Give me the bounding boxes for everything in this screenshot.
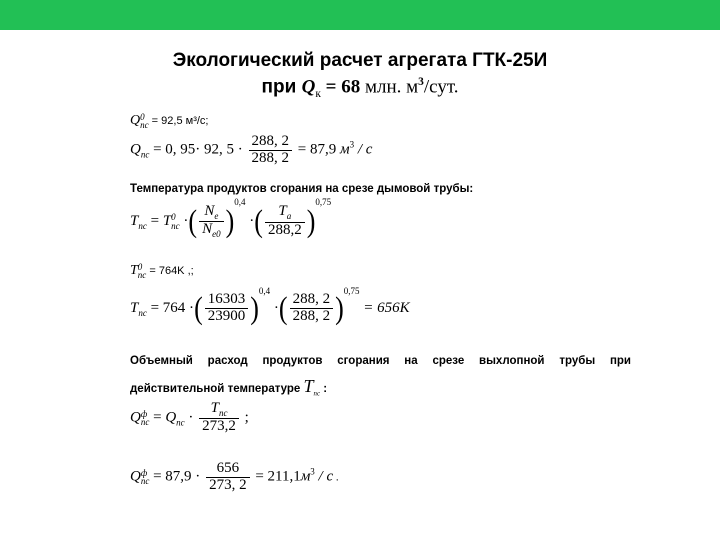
tpsn-power-1: 0,4 (258, 286, 271, 296)
qfn-mid: = 87,9 · (149, 468, 201, 485)
tps-lhs-sub: пс (138, 221, 147, 231)
qfn-lhs-sup: ф (140, 468, 148, 479)
qf-q-sub: пс (176, 417, 185, 428)
subtitle-unit-tail: /сут. (423, 76, 459, 98)
t0-sub: пс (137, 270, 147, 281)
qf-fraction (199, 401, 239, 435)
qf-num-sub: пс (218, 408, 228, 418)
slide-subtitle (0, 76, 720, 100)
qf-den: 273,2 (202, 418, 236, 435)
subtitle-value: = 68 (320, 76, 361, 98)
tpsn-f2-num: 288, 2 (290, 292, 334, 309)
qf-dot: · (184, 409, 194, 426)
qfn-num: 656 (206, 461, 250, 478)
qf-lhs-sup: ф (140, 409, 148, 419)
paren-open-2: ( (254, 203, 263, 239)
qps-lhs-var: Q (130, 141, 141, 158)
qf-tail: ; (240, 409, 249, 426)
tps-n-den (199, 222, 224, 239)
tps-fraction-n (199, 204, 224, 240)
qfn-den: 273, 2 (209, 476, 247, 493)
paren-open-1: ( (188, 203, 198, 239)
para-line2-text: действительной температуре (130, 383, 304, 395)
tps-t0-indices (171, 213, 180, 229)
tps-power-1: 0,4 (234, 197, 246, 207)
slide-title (0, 50, 720, 72)
tpsn-fraction-1 (205, 292, 249, 325)
tps-fraction-t (265, 204, 305, 238)
qf-lhs-sub: пс (140, 417, 150, 428)
tps-t-num-var: T (278, 203, 287, 220)
tpsn-dot: · (273, 300, 279, 316)
tps-dot-1: · (183, 213, 189, 229)
tps-n-num (199, 204, 224, 222)
qf-q-var: Q (165, 409, 177, 426)
tps-t-num-sub: a (286, 211, 292, 222)
qfn-fraction (206, 461, 250, 494)
paren-open-3: ( (194, 290, 203, 326)
qps-mid: = 0, 95· 92, 5 · (149, 141, 243, 158)
equation-q-ps (130, 134, 372, 167)
q0-text: = 92,5 м³/с; (148, 115, 209, 127)
qf-mid: = (149, 409, 166, 426)
qf-num (199, 401, 239, 419)
t0-sup: 0 (137, 262, 143, 273)
heading-temperature: Температура продуктов сгорания на срезе дымовой трубы: (130, 183, 474, 195)
subtitle-prefix: при (261, 76, 302, 98)
equation-t-ps-numeric (130, 286, 410, 325)
qfn-unit: м (300, 468, 311, 485)
tps-t-den: 288,2 (267, 221, 302, 238)
tps-n-den-sub: e0 (212, 229, 221, 240)
tps-eq: = (146, 213, 163, 229)
paragraph-line-2 (130, 376, 327, 397)
line-q0 (130, 113, 208, 129)
tps-t0-var: T (162, 213, 172, 229)
tps-lhs-var: T (130, 213, 139, 229)
qfn-rhs: = 211,1 (251, 468, 301, 485)
tps-t-num (265, 204, 305, 222)
qps-unit-pow: 3 (349, 139, 355, 150)
tps-t0-sub: пс (171, 220, 180, 231)
equation-q-f (130, 401, 249, 435)
paren-close-2: ) (306, 203, 316, 239)
tps-t0-sup: 0 (171, 212, 176, 223)
tpsn-fraction-2 (290, 292, 334, 325)
subtitle-var-sub: к (315, 88, 321, 101)
title-line-1: Экологический расчет агрегата ГТК-25И (172, 50, 548, 71)
tpsn-lhs-sub: пс (138, 308, 147, 318)
qps-unit-tail: / с (354, 141, 373, 158)
qps-num: 288, 2 (249, 134, 293, 151)
qfn-unit-pow: 3 (310, 466, 315, 477)
tps-n-num-sub: e (214, 210, 219, 221)
tpsn-f1-num: 16303 (205, 292, 249, 309)
equation-q-f-numeric (130, 461, 339, 494)
qfn-lhs-sub: пс (140, 476, 150, 487)
tpsn-lhs-var: T (130, 300, 139, 316)
tpsn-power-2: 0,75 (343, 286, 360, 296)
qps-lhs-sub: пс (140, 149, 150, 160)
qps-den: 288, 2 (251, 149, 290, 166)
tps-dot-2: · (249, 213, 255, 229)
q0-sub: пс (140, 120, 149, 131)
tpsn-rhs: = 656K (359, 300, 410, 316)
qf-lhs-var: Q (130, 409, 141, 426)
paren-close-4: ) (335, 290, 344, 326)
tpsn-mid: = 764 · (146, 300, 195, 316)
tpsn-f2-den: 288, 2 (292, 308, 331, 325)
qps-unit: м (340, 141, 350, 158)
equation-t-ps (130, 197, 331, 240)
qps-rhs: = 87,9 (294, 141, 341, 158)
para-line2-var: T (303, 376, 314, 396)
q0-indices (140, 113, 149, 129)
paragraph-line-1: Объемный расход продуктов сгорания на срезе выхлопной трубы при (130, 355, 631, 367)
paren-close-3: ) (250, 290, 259, 326)
q0-sup: 0 (140, 112, 145, 123)
t0-text: = 764K ,; (146, 265, 194, 277)
para-line2-tail: : (320, 383, 328, 395)
qfn-lhs-var: Q (130, 468, 141, 485)
tps-n-den-var: N (202, 221, 213, 238)
subtitle-var-q: Q (301, 76, 316, 98)
tpsn-f1-den: 23900 (207, 308, 246, 325)
paren-close-1: ) (225, 203, 235, 239)
tps-power-2: 0,75 (315, 197, 332, 207)
qps-fraction (249, 134, 293, 167)
qf-num-var: T (210, 400, 219, 416)
qfn-tail: . (333, 471, 339, 484)
q0-var: Q (130, 113, 141, 128)
qfn-unit-tail: / с (314, 468, 334, 485)
header-accent-bar (0, 0, 720, 30)
subtitle-unit: млн. м (360, 76, 419, 98)
subtitle-unit-power: 3 (418, 76, 424, 88)
line-t0 (130, 263, 194, 279)
tps-n-num-var: N (204, 202, 215, 219)
para-line2-sub: пс (313, 390, 321, 398)
paren-open-4: ( (278, 290, 288, 326)
t0-var: T (130, 263, 138, 278)
